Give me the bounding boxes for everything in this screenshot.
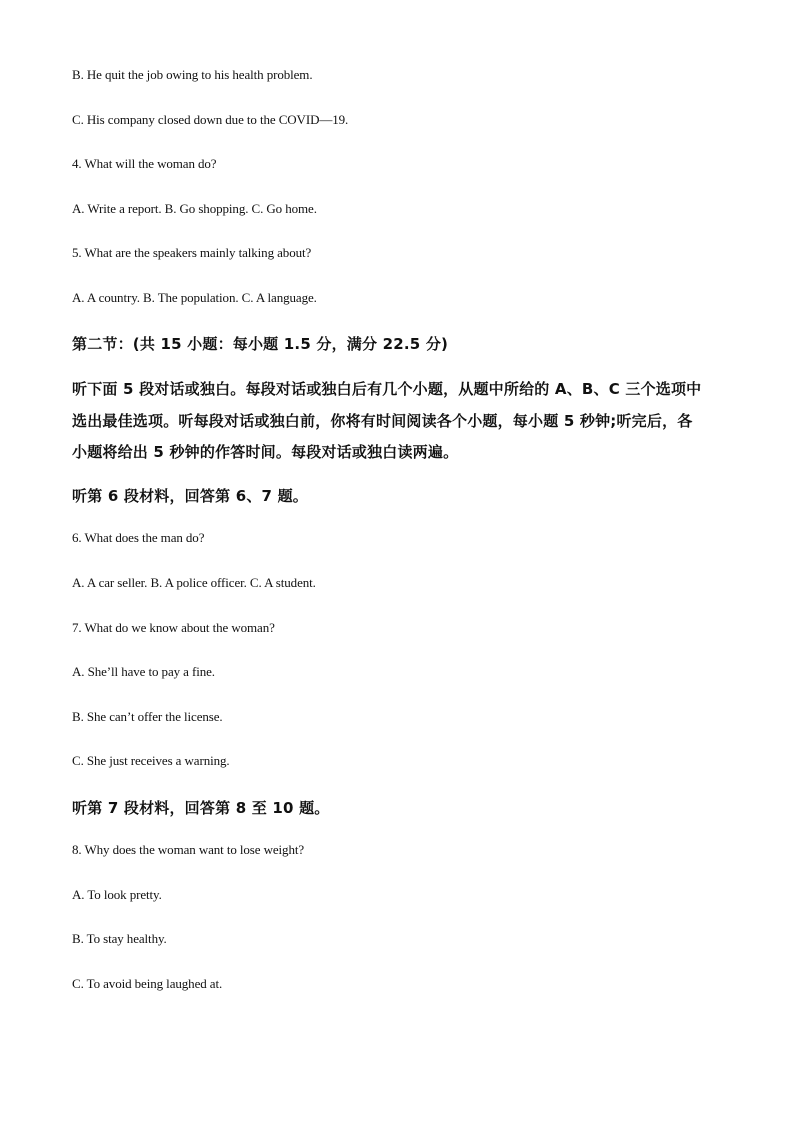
q7-option-b: B. She can’t offer the license. (72, 709, 223, 724)
q8-option-c: C. To avoid being laughed at. (72, 976, 223, 991)
q3-option-c: C. His company closed down due to the COVID—19. (72, 112, 349, 127)
question-4: 4. What will the woman do? (72, 156, 217, 171)
q5-options: A. A country. B. The population. C. A language. (72, 290, 317, 305)
q8-option-a: A. To look pretty. (72, 887, 162, 902)
material-7-heading: 听第 7 段材料，回答第 8 至 10 题。 (72, 799, 330, 817)
q4-options: A. Write a report. B. Go shopping. C. Go home. (72, 201, 317, 216)
q7-option-a: A. She’ll have to pay a fine. (72, 664, 215, 679)
section-2-instruction-line-1: 听下面 5 段对话或独白。每段对话或独白后有几个小题，从题中所给的 A、B、C 三个选项中 (72, 380, 702, 398)
section-2-instruction-line-2: 选出最佳选项。听每段对话或独白前，你将有时间阅读各个小题，每小题 5 秒钟;听完后，各 (72, 412, 693, 430)
q8-option-b: B. To stay healthy. (72, 931, 167, 946)
section-2-instruction-line-3: 小题将给出 5 秒钟的作答时间。每段对话或独白读两遍。 (72, 443, 459, 461)
q3-option-b: B. He quit the job owing to his health problem. (72, 67, 313, 82)
question-7: 7. What do we know about the woman? (72, 620, 275, 635)
question-5: 5. What are the speakers mainly talking about? (72, 245, 312, 260)
section-2-heading: 第二节：(共 15 小题：每小题 1.5 分，满分 22.5 分) (72, 335, 449, 353)
question-8: 8. Why does the woman want to lose weight? (72, 842, 305, 857)
q7-option-c: C. She just receives a warning. (72, 753, 230, 768)
q6-options: A. A car seller. B. A police officer. C. A student. (72, 575, 316, 590)
material-6-heading: 听第 6 段材料，回答第 6、7 题。 (72, 487, 309, 505)
question-6: 6. What does the man do? (72, 530, 205, 545)
